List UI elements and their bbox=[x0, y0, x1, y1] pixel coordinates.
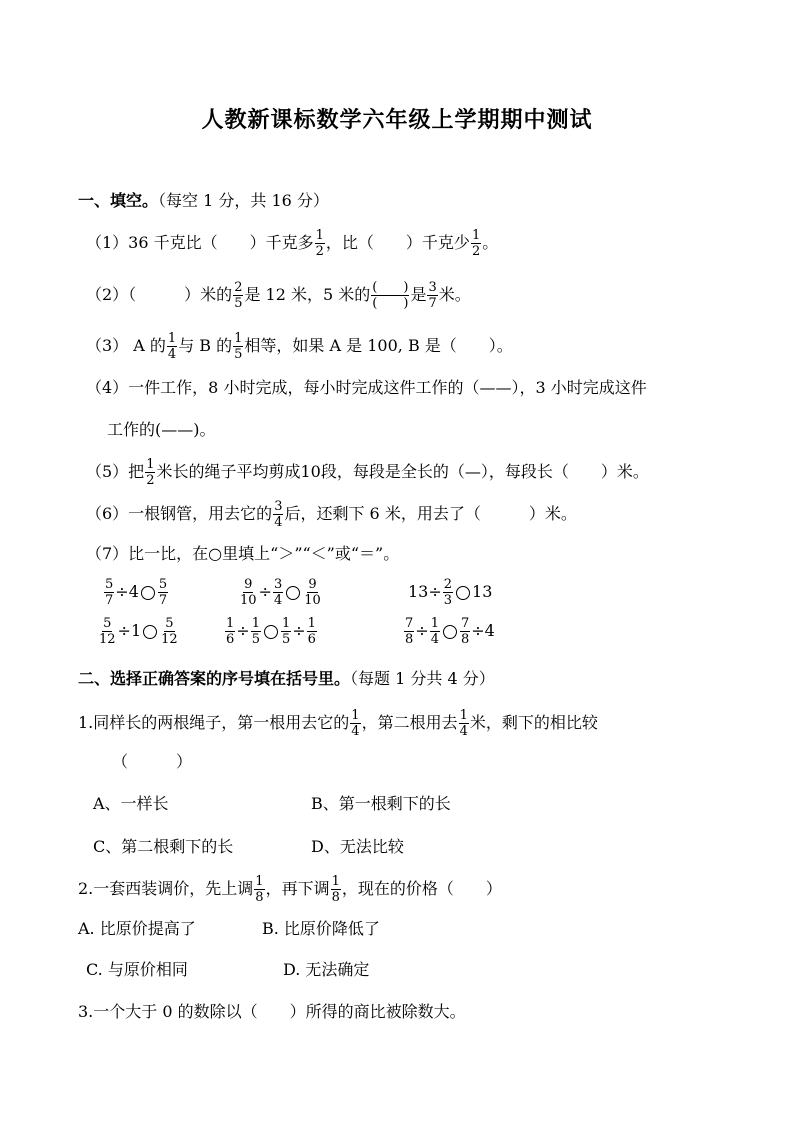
option-b[interactable]: B、第一根剩下的长 bbox=[311, 794, 451, 813]
section2-note: （每题 1 分共 4 分） bbox=[350, 669, 495, 688]
q1-1-text-a: （1）36 千克比（ ）千克多 bbox=[86, 233, 314, 252]
q2-2-text-c: ，现在的价格（ ） bbox=[341, 879, 502, 898]
q1-2-text-d: 米。 bbox=[438, 285, 471, 304]
question-1-5 bbox=[86, 457, 649, 488]
compare-5: $\frac{1}{6}$ ÷ $\frac{1}{5}$ $\frac{1}{5}$ ÷ $\frac{1}{6}$ bbox=[226, 616, 316, 647]
q1-6-text-b: 后，还剩下 6 米，用去了（ ）米。 bbox=[284, 504, 577, 523]
q1-2-text-c: 是 bbox=[410, 285, 427, 304]
compare-circle[interactable] bbox=[286, 586, 300, 600]
compare-circle[interactable] bbox=[143, 625, 157, 639]
question-1-1 bbox=[86, 228, 498, 259]
q2-2-text-a: 2.一套西装调价，先上调 bbox=[78, 879, 254, 898]
q2-1-text-a: 1.同样长的两根绳子，第一根用去它的 bbox=[78, 713, 350, 732]
compare-6: $\frac{7}{8}$ ÷ $\frac{1}{4}$ $\frac{7}{8}$ ÷4 bbox=[405, 616, 495, 647]
compare-2: $\frac{9}{10}$ ÷ $\frac{3}{4}$ $\frac{9}{10}$ bbox=[240, 577, 321, 608]
section2-heading: 二、选择正确答案的序号填在括号里。 bbox=[78, 669, 351, 688]
fraction: $\frac{3}{7}$ bbox=[428, 280, 437, 311]
compare-circle[interactable] bbox=[264, 625, 278, 639]
q1-3-text-a: （3） A 的 bbox=[86, 336, 166, 355]
fraction: $\frac{1}{4}$ bbox=[459, 708, 468, 739]
q2-1-text-b: ，第二根用去 bbox=[361, 713, 458, 732]
question-1-7: （7）比一比，在○里填上“＞”“＜”或“＝”。 bbox=[86, 544, 400, 563]
option-b[interactable]: B. 比原价降低了 bbox=[262, 919, 380, 938]
option-d[interactable]: D. 无法确定 bbox=[283, 960, 370, 979]
q1-5-text-b: 米长的绳子平均剪成10段，每段是全长的（—），每段长（ ）米。 bbox=[156, 462, 649, 481]
page-title: 人教新课标数学六年级上学期期中测试 bbox=[201, 107, 593, 133]
q1-3-text-b: 与 B 的 bbox=[178, 336, 233, 355]
compare-circle[interactable] bbox=[443, 625, 457, 639]
q1-2-text-a: （2）（ ）米的 bbox=[86, 285, 233, 304]
compare-3: 13÷ $\frac{2}{3}$ 13 bbox=[408, 577, 493, 608]
question-2-3: 3.一个大于 0 的数除以（ ）所得的商比被除数大。 bbox=[78, 1002, 466, 1021]
question-1-3 bbox=[86, 331, 513, 362]
question-1-4-cont: 工作的(——)。 bbox=[107, 420, 216, 439]
option-a[interactable]: A. 比原价提高了 bbox=[78, 919, 196, 938]
option-a[interactable]: A、一样长 bbox=[93, 794, 169, 813]
fraction: $\frac{1}{8}$ bbox=[331, 874, 340, 905]
fraction: $\frac{1}{4}$ bbox=[167, 331, 177, 362]
q1-1-text-b: ，比（ ）千克少 bbox=[325, 233, 470, 252]
section1-note: （每空 1 分，共 16 分） bbox=[158, 191, 329, 210]
fraction: $\frac{1}{8}$ bbox=[255, 874, 264, 905]
option-d[interactable]: D、无法比较 bbox=[311, 837, 404, 856]
q1-1-text-c: 。 bbox=[482, 233, 499, 252]
section2-heading-line bbox=[78, 667, 495, 691]
compare-circle[interactable] bbox=[456, 586, 470, 600]
fraction: $\frac{1}{2}$ bbox=[471, 228, 481, 259]
compare-1: $\frac{5}{7}$ ÷4 $\frac{5}{7}$ bbox=[105, 577, 168, 608]
question-2-2 bbox=[78, 874, 502, 905]
question-1-6 bbox=[86, 499, 577, 530]
blank-fraction[interactable]: $\frac{( )}{( )}$ bbox=[372, 280, 409, 311]
section1-heading-line bbox=[78, 189, 329, 213]
fraction: $\frac{3}{4}$ bbox=[274, 499, 283, 530]
compare-circle[interactable] bbox=[141, 586, 155, 600]
question-2-1 bbox=[78, 708, 598, 739]
section1-heading: 一、填空。 bbox=[78, 191, 159, 210]
compare-4: $\frac{5}{12}$ ÷1 $\frac{5}{12}$ bbox=[99, 616, 178, 647]
fraction: $\frac{1}{5}$ bbox=[234, 331, 243, 362]
answer-blank[interactable]: （ ） bbox=[112, 752, 193, 771]
fraction: $\frac{2}{5}$ bbox=[234, 280, 243, 311]
fraction: $\frac{1}{2}$ bbox=[146, 457, 155, 488]
q1-3-text-c: 相等，如果 A 是 100, B 是（ ）。 bbox=[244, 336, 513, 355]
q1-6-text-a: （6）一根钢管，用去它的 bbox=[86, 504, 273, 523]
question-1-2 bbox=[86, 280, 471, 311]
fraction: $\frac{1}{4}$ bbox=[351, 708, 360, 739]
fraction: $\frac{1}{2}$ bbox=[315, 228, 324, 259]
option-c[interactable]: C. 与原价相同 bbox=[86, 960, 188, 979]
q2-2-text-b: ，再下调 bbox=[265, 879, 330, 898]
question-1-4: （4）一件工作，8 小时完成，每小时完成这件工作的（——），3 小时完成这件 bbox=[86, 378, 647, 397]
option-c[interactable]: C、第二根剩下的长 bbox=[93, 837, 234, 856]
q2-1-text-c: 米，剩下的相比较 bbox=[469, 713, 598, 732]
q1-5-text-a: （5）把 bbox=[86, 462, 145, 481]
q1-2-text-b: 是 12 米，5 米的 bbox=[244, 285, 371, 304]
